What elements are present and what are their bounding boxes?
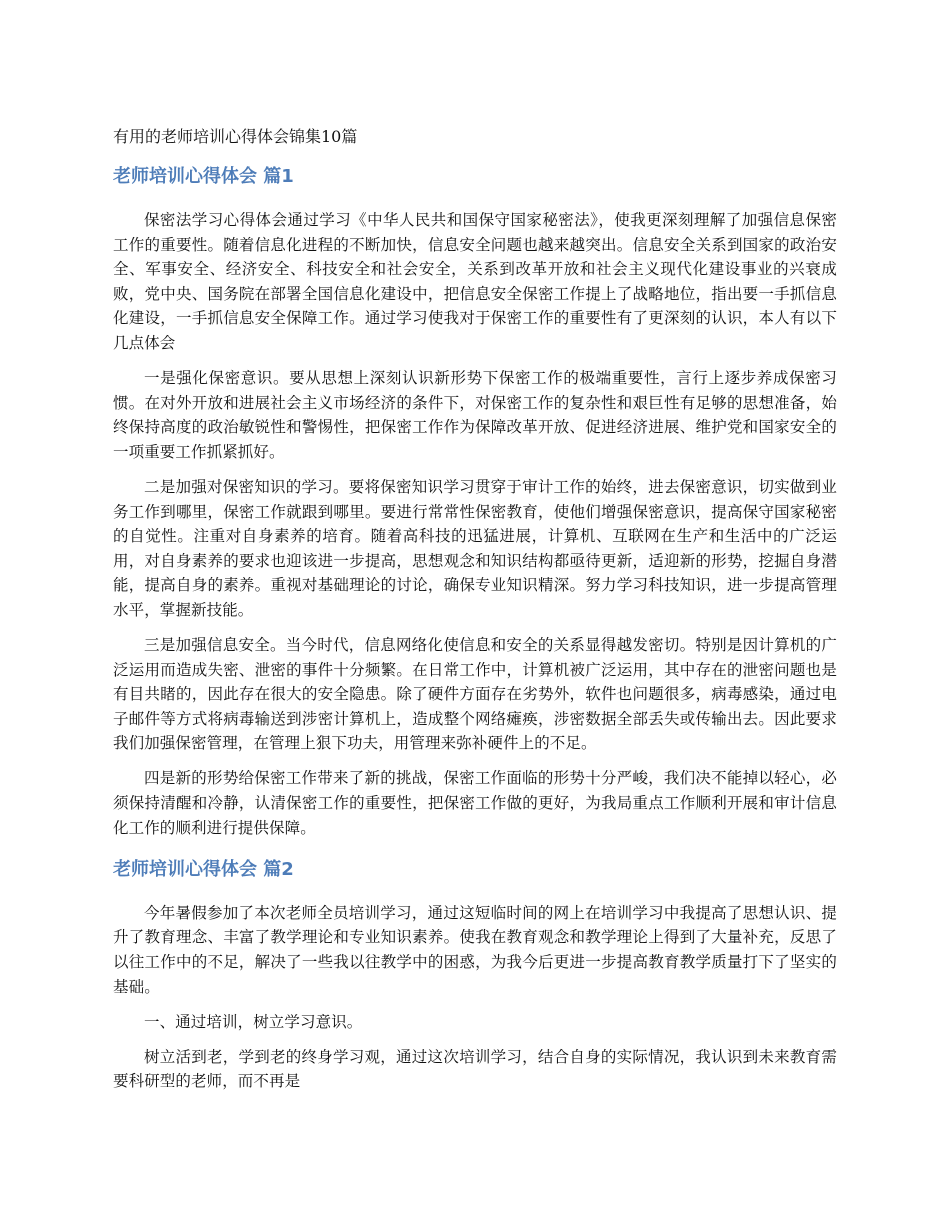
paragraph: 树立活到老，学到老的终身学习观，通过这次培训学习，结合自身的实际情况，我认识到未来教育需要科研型的老师，而不再是: [113, 1047, 837, 1091]
paragraph: 四是新的形势给保密工作带来了新的挑战，保密工作面临的形势十分严峻，我们决不能掉以轻心，必须保持清醒和冷静，认清保密工作的重要性，把保密工作做的更好，为我局重点工作顺利开展和审计信息化工作的顺利进行提供保障。: [113, 769, 837, 837]
paragraph: 今年暑假参加了本次老师全员培训学习，通过这短临时间的网上在培训学习中我提高了思想认识、提升了教育理念、丰富了教学理论和专业知识素养。使我在教育观念和教学理论上得到了大量补充，反思了以往工作中的不足，解决了一些我以往教学中的困惑，为我今后更进一步提高教育教学质量打下了坚实的基础。: [113, 903, 837, 996]
document-body: [113, 118, 837, 1104]
paragraph: 二是加强对保密知识的学习。要将保密知识学习贯穿于审计工作的始终，进去保密意识，切实做到业务工作到哪里，保密工作就跟到哪里。要进行常常性保密教育，使他们增强保密意识，提高保守国家秘密的自觉性。注重对自身素养的培育。随着高科技的迅猛进展，计算机、互联网在生产和生活中的广泛运用，对自身素养的要求也迎该进一步提高，思想观念和知识结构都亟待更新，适迎新的形势，挖掘自身潜能，提高自身的素养。重视对基础理论的讨论，确保专业知识精深。努力学习科技知识，进一步提高管理水平，掌握新技能。: [113, 477, 837, 619]
paragraph: 一、通过培训，树立学习意识。: [144, 1012, 363, 1031]
section-heading-1: 老师培训心得体会 篇1: [113, 166, 294, 187]
section-heading-2: 老师培训心得体会 篇2: [113, 858, 294, 880]
paragraph: 三是加强信息安全。当今时代，信息网络化使信息和安全的关系显得越发密切。特别是因计算机的广泛运用而造成失密、泄密的事件十分频繁。在日常工作中，计算机被广泛运用，其中存在的泄密问题也是有目共睹的，因此存在很大的安全隐患。除了硬件方面存在劣势外，软件也问题很多，病毒感染，通过电子邮件等方式将病毒输送到涉密计算机上，造成整个网络瘫痪，涉密数据全部丢失或传输出去。因此要求我们加强保密管理，在管理上狠下功夫，用管理来弥补硬件上的不足。: [113, 636, 837, 753]
paragraph: 保密法学习心得体会通过学习《中华人民共和国保守国家秘密法》，使我更深刻理解了加强信息保密工作的重要性。随着信息化进程的不断加快，信息安全问题也越来越突出。信息安全关系到国家的政治安全、军事安全、经济安全、科技安全和社会安全，关系到改革开放和社会主义现代化建设事业的兴衰成败，党中央、国务院在部署全国信息化建设中，把信息安全保密工作提上了战略地位，指出要一手抓信息化建设，一手抓信息安全保障工作。通过学习使我对于保密工作的重要性有了更深刻的认识，本人有以下几点体会: [113, 211, 837, 352]
document-title: 有用的老师培训心得体会锦集10篇: [113, 127, 358, 146]
paragraph: 一是强化保密意识。要从思想上深刻认识新形势下保密工作的极端重要性，言行上逐步养成保密习惯。在对外开放和进展社会主义市场经济的条件下，对保密工作的复杂性和艰巨性有足够的思想准备，始终保持高度的政治敏锐性和警惕性，把保密工作作为保障改革开放、促进经济进展、维护党和国家安全的一项重要工作抓紧抓好。: [113, 369, 837, 461]
